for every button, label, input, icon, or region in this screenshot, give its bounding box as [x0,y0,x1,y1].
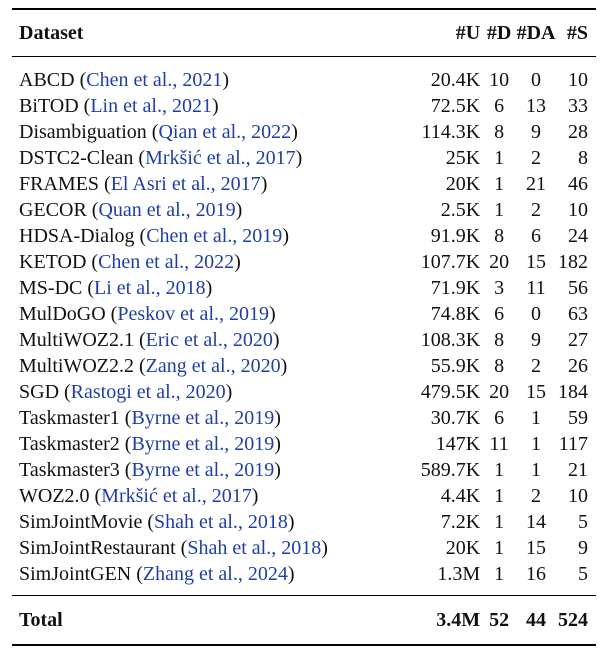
domains-cell: 6 [494,407,505,429]
table-row [12,405,596,431]
utterances-cell: 55.9K [430,355,481,377]
domains-cell: 8 [494,329,505,351]
citation-link[interactable]: Quan et al., 2019 [98,199,236,221]
utterances-cell: 20K [445,537,481,559]
dialog-acts-cell: 2 [531,199,542,221]
utterances-cell: 20K [445,173,481,195]
dialog-acts-cell: 1 [531,407,542,429]
citation-close: ) [282,225,289,247]
domains-cell: 1 [494,537,505,559]
domains-cell: 10 [489,69,510,91]
domains-cell: 6 [494,303,505,325]
citation-close: ) [274,407,281,429]
domains-cell: 3 [494,277,505,299]
citation-close: ) [287,511,295,533]
utterances-cell: 114.3K [421,121,481,143]
utterances-cell: 71.9K [430,277,481,299]
dataset-name-cell [12,327,403,353]
total-label: Total [19,609,63,631]
table-row [12,353,596,379]
dataset-name: HDSA-Dialog ( [19,225,147,247]
slots-cell: 33 [568,95,588,117]
citation-close: ) [251,485,259,507]
domains-cell: 1 [494,459,505,481]
header-slots: #S [566,22,588,44]
dataset-name-cell [12,57,403,94]
citation-close: ) [274,459,281,481]
dataset-name-cell [12,119,403,145]
slots-cell: 10 [568,485,588,507]
slots-cell: 10 [568,69,588,91]
dataset-name: Taskmaster2 ( [19,433,132,455]
dataset-name-cell [12,483,403,509]
dialog-acts-cell: 15 [526,381,547,403]
table-row [12,535,596,561]
table-row [12,223,596,249]
dataset-name-cell [12,171,403,197]
domains-cell: 20 [489,251,510,273]
dialog-acts-cell: 1 [531,459,542,481]
dataset-name-cell [12,405,403,431]
utterances-cell: 147K [435,433,481,455]
dataset-name: Taskmaster3 ( [19,459,132,481]
dataset-name: WOZ2.0 ( [19,485,102,507]
citation-link[interactable]: El Asri et al., 2017 [110,173,261,195]
dataset-name: MultiWOZ2.2 ( [19,355,146,377]
citation-close: ) [287,563,295,585]
citation-close: ) [291,121,298,143]
citation-link[interactable]: Zang et al., 2020 [145,355,281,377]
table-row [12,93,596,119]
slots-cell: 27 [568,329,588,351]
citation-close: ) [274,433,281,455]
table-row [12,275,596,301]
dialog-acts-cell: 9 [531,121,542,143]
citation-link[interactable]: Mrkšić et al., 2017 [101,485,252,507]
dataset-name-cell [12,457,403,483]
domains-cell: 8 [494,225,505,247]
citation-link[interactable]: Chen et al., 2022 [98,251,235,273]
dataset-name: Disambiguation ( [19,121,159,143]
total-utterances: 3.4M [436,609,481,631]
citation-close: ) [234,251,241,273]
domains-cell: 1 [494,147,505,169]
citation-link[interactable]: Peskov et al., 2019 [117,303,269,325]
table-row [12,301,596,327]
citation-close: ) [225,381,233,403]
citation-close: ) [272,329,280,351]
dialog-acts-cell: 1 [531,433,542,455]
total-dialog-acts: 44 [526,609,547,631]
citation-link[interactable]: Li et al., 2018 [94,277,206,299]
slots-cell: 59 [568,407,588,429]
utterances-cell: 30.7K [430,407,481,429]
dialog-acts-cell: 9 [531,329,542,351]
utterances-cell: 91.9K [430,225,481,247]
total-row [12,596,596,646]
citation-link[interactable]: Byrne et al., 2019 [131,459,275,481]
dialog-acts-cell: 0 [531,69,542,91]
dataset-name: MS-DC ( [19,277,95,299]
dataset-statistics-table [12,8,596,646]
table-row [12,561,596,596]
citation-link[interactable]: Chen et al., 2021 [86,69,223,91]
header-row [12,9,596,57]
dataset-name-cell [12,509,403,535]
table-row [12,249,596,275]
slots-cell: 26 [568,355,588,377]
dialog-acts-cell: 0 [531,303,542,325]
domains-cell: 11 [489,433,509,455]
slots-cell: 182 [558,251,588,273]
utterances-cell: 108.3K [420,329,481,351]
dataset-name-cell [12,275,403,301]
header-domains: #D [486,22,512,44]
slots-cell: 5 [578,563,588,585]
citation-link[interactable]: Zhang et al., 2024 [142,563,288,585]
table-row [12,431,596,457]
citation-close: ) [321,537,328,559]
dataset-name-cell [12,353,403,379]
slots-cell: 24 [568,225,588,247]
dialog-acts-cell: 21 [526,173,547,195]
slots-cell: 5 [578,511,588,533]
table-row [12,145,596,171]
header-dataset: Dataset [19,22,84,44]
dataset-name-cell [12,93,403,119]
domains-cell: 1 [494,199,505,221]
dataset-name-cell [12,197,403,223]
dataset-name: FRAMES ( [19,173,111,195]
utterances-cell: 20.4K [430,69,481,91]
dataset-name-cell [12,301,403,327]
table-row [12,119,596,145]
citation-link[interactable]: Qian et al., 2022 [158,121,292,143]
dataset-name: Taskmaster1 ( [19,407,132,429]
table-row [12,509,596,535]
slots-cell: 63 [568,303,588,325]
citation-link[interactable]: Eric et al., 2020 [145,329,273,351]
utterances-cell: 4.4K [440,485,481,507]
citation-close: ) [295,147,303,169]
header-utterances: #U [455,22,481,44]
citation-link[interactable]: Chen et al., 2019 [146,225,283,247]
slots-cell: 10 [568,199,588,221]
citation-close: ) [222,69,229,91]
citation-close: ) [269,303,276,325]
slots-cell: 184 [558,381,588,403]
dataset-name-cell [12,379,403,405]
table-row [12,457,596,483]
table-row [12,327,596,353]
citation-close: ) [205,277,213,299]
utterances-cell: 2.5K [440,199,481,221]
utterances-cell: 74.8K [430,303,481,325]
dataset-name: ABCD ( [19,69,87,91]
dialog-acts-cell: 11 [526,277,546,299]
dataset-name: MultiWOZ2.1 ( [19,329,146,351]
citation-link[interactable]: Mrkšić et al., 2017 [145,147,296,169]
dataset-name-cell [12,561,403,596]
total-slots: 524 [558,609,588,631]
table-row [12,483,596,509]
slots-cell: 21 [568,459,588,481]
citation-close: ) [260,173,268,195]
dataset-name: MulDoGO ( [19,303,118,325]
domains-cell: 1 [494,511,505,533]
dataset-name: GECOR ( [19,199,99,221]
table-row [12,57,596,94]
dialog-acts-cell: 6 [531,225,542,247]
utterances-cell: 7.2K [440,511,481,533]
domains-cell: 1 [494,485,505,507]
citation-link[interactable]: Byrne et al., 2019 [131,407,275,429]
table-row [12,379,596,405]
dialog-acts-cell: 2 [531,355,542,377]
utterances-cell: 479.5K [420,381,481,403]
dataset-name-cell [12,431,403,457]
citation-link[interactable]: Shah et al., 2018 [154,511,288,533]
dialog-acts-cell: 2 [531,485,542,507]
citation-link[interactable]: Rastogi et al., 2020 [70,381,226,403]
dataset-name-cell [12,223,403,249]
dialog-acts-cell: 16 [526,563,547,585]
dataset-name: SGD ( [19,381,71,403]
slots-cell: 9 [578,537,588,559]
slots-cell: 28 [568,121,588,143]
citation-close: ) [235,199,243,221]
slots-cell: 56 [568,277,588,299]
citation-link[interactable]: Lin et al., 2021 [90,95,212,117]
domains-cell: 8 [494,121,505,143]
utterances-cell: 589.7K [420,459,481,481]
dataset-name-cell [12,249,403,275]
domains-cell: 1 [494,173,505,195]
citation-close: ) [280,355,288,377]
dataset-name: SimJointMovie ( [19,511,155,533]
slots-cell: 8 [578,147,588,169]
dataset-name: KETOD ( [19,251,99,273]
header-dialog-acts: #DA [516,22,556,44]
slots-cell: 117 [558,433,588,455]
table-body [12,57,596,596]
domains-cell: 20 [489,381,510,403]
domains-cell: 6 [494,95,505,117]
dataset-name-cell [12,535,403,561]
citation-close: ) [211,95,219,117]
dialog-acts-cell: 2 [531,147,542,169]
slots-cell: 46 [568,173,588,195]
dialog-acts-cell: 15 [526,251,547,273]
dataset-name: SimJointRestaurant ( [19,537,188,559]
dataset-name: DSTC2-Clean ( [19,147,146,169]
dataset-name: BiTOD ( [19,95,91,117]
citation-link[interactable]: Byrne et al., 2019 [131,433,275,455]
total-domains: 52 [489,609,510,631]
dialog-acts-cell: 13 [526,95,547,117]
domains-cell: 1 [494,563,505,585]
dataset-name-cell [12,145,403,171]
table-row [12,197,596,223]
dataset-name: SimJointGEN ( [19,563,143,585]
utterances-cell: 107.7K [420,251,481,273]
citation-link[interactable]: Shah et al., 2018 [187,537,322,559]
table-row [12,171,596,197]
utterances-cell: 1.3M [437,563,481,585]
dialog-acts-cell: 15 [526,537,547,559]
utterances-cell: 25K [445,147,481,169]
dialog-acts-cell: 14 [526,511,547,533]
domains-cell: 8 [494,355,505,377]
utterances-cell: 72.5K [430,95,481,117]
